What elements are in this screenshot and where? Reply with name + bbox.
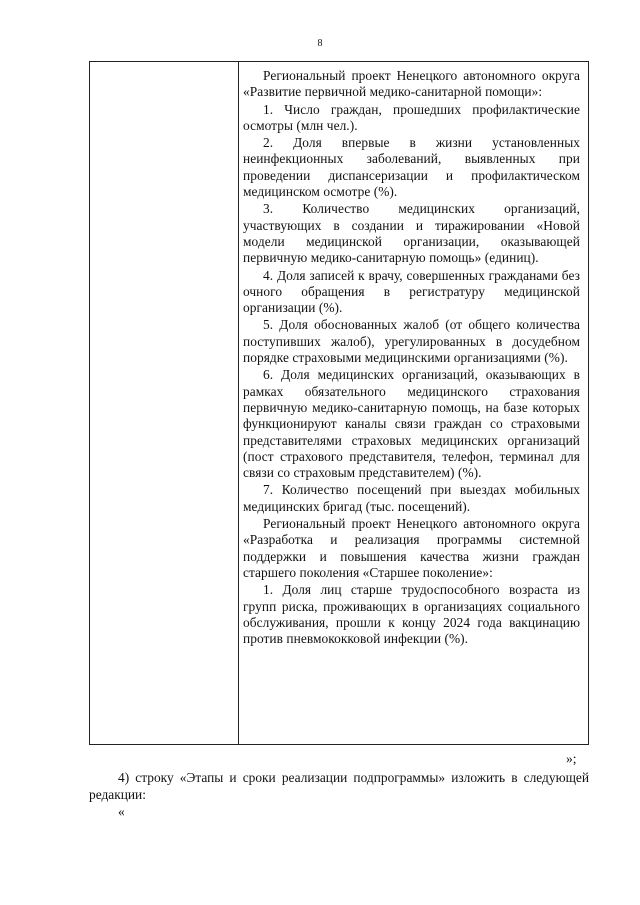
project-heading-older-generation: Региональный проект Ненецкого автономного округа «Разработка и реализация программы системной поддержки и повышения качества жизни граждан старшего поколения «Старшее поколение»: — [243, 516, 580, 580]
indicator-item: 4. Доля записей к врачу, совершенных гражданами без очного обращения в регистратуру медицинской организации (%). — [243, 267, 580, 316]
page-number: 8 — [317, 38, 323, 49]
indicator-item: 7. Количество посещений при выездах мобильных медицинских бригад (тыс. посещений). — [243, 482, 580, 514]
project-heading-primary-care: Региональный проект Ненецкого автономного округа «Развитие первичной медико-санитарной помощи»: — [243, 68, 580, 100]
amendment-paragraph: 4) строку «Этапы и сроки реализации подпрограммы» изложить в следующей редакции: — [89, 770, 589, 802]
indicators-table — [89, 61, 589, 745]
indicator-item: 1. Доля лиц старше трудоспособного возраста из групп риска, проживающих в организациях социального обслуживания, прошли к концу 2024 года вакцинацию против пневмококковой инфекции (%). — [243, 582, 580, 647]
indicator-item: 3. Количество медицинских организаций, участвующих в создании и тиражировании «Новой модели медицинской организации, оказывающей первичную медико-санитарную помощь» (единиц). — [243, 201, 580, 266]
closing-quote: »; — [566, 751, 577, 766]
opening-quote: « — [118, 804, 125, 819]
column-divider — [238, 62, 239, 744]
indicators-cell — [243, 68, 580, 648]
indicator-item: 2. Доля впервые в жизни установленных неинфекционных заболеваний, выявленных при проведении диспансеризации и профилактическом медицинском осмотре (%). — [243, 135, 580, 200]
indicator-item: 5. Доля обоснованных жалоб (от общего количества поступивших жалоб), урегулированных в досудебном порядке страховыми медицинскими организациями (%). — [243, 317, 580, 366]
indicator-item: 6. Доля медицинских организаций, оказывающих в рамках обязательного медицинского страхования первичную медико-санитарную помощь, на базе которых функционируют каналы связи граждан со страховыми представителями страховых медицинских организаций (пост страхового представителя, телефон, терминал для связи со страховым представителем) (%). — [243, 367, 580, 481]
indicator-item: 1. Число граждан, прошедших профилактические осмотры (млн чел.). — [243, 101, 580, 133]
table-right-border — [588, 62, 589, 744]
